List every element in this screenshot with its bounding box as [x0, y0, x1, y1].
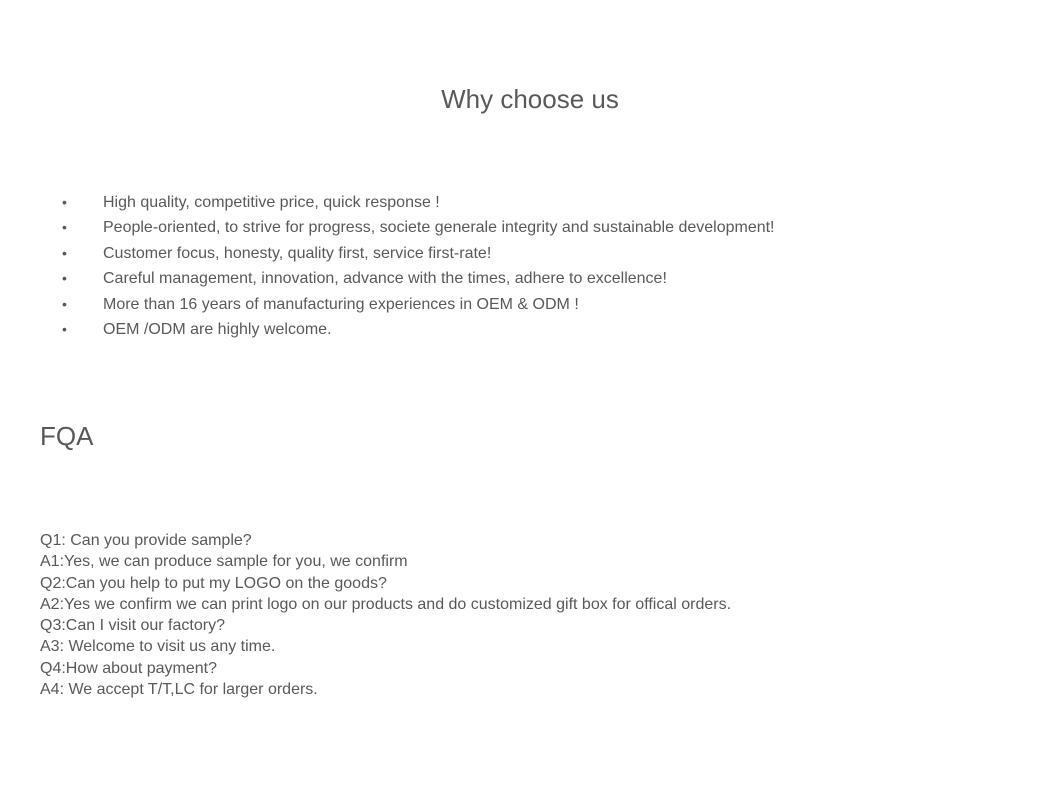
- list-item-text: Careful management, innovation, advance with the times, adhere to excellence!: [103, 270, 667, 288]
- faq-answer: A2:Yes we confirm we can print logo on our products and do customized gift box for offical orders.: [40, 595, 732, 613]
- fqa-heading: FQA: [40, 421, 94, 451]
- list-item: [60, 215, 775, 240]
- faq-answer: A3: Welcome to visit us any time.: [40, 638, 276, 656]
- why-choose-us-list: [60, 190, 775, 342]
- fqa-list: [40, 530, 731, 700]
- faq-question: Q2:Can you help to put my LOGO on the goods?: [40, 574, 387, 592]
- list-item-text: People-oriented, to strive for progress, societe generale integrity and sustainable development!: [103, 219, 775, 237]
- faq-question: Q1: Can you provide sample?: [40, 532, 252, 549]
- list-item-text: High quality, competitive price, quick response !: [103, 194, 440, 211]
- list-item: [60, 266, 775, 291]
- faq-question: Q3:Can I visit our factory?: [40, 617, 225, 635]
- list-item: [60, 317, 775, 342]
- bullet-icon: •: [62, 320, 67, 337]
- list-item-text: More than 16 years of manufacturing experiences in OEM & ODM !: [103, 295, 579, 313]
- faq-answer: A1:Yes, we can produce sample for you, we confirm: [40, 553, 408, 571]
- list-item-text: OEM /ODM are highly welcome.: [103, 320, 332, 338]
- list-item-text: Customer focus, honesty, quality first, service first-rate!: [103, 244, 492, 262]
- list-item: [60, 190, 775, 215]
- list-item: [60, 241, 775, 266]
- bullet-icon: •: [62, 194, 67, 210]
- bullet-icon: •: [62, 270, 67, 287]
- faq-question: Q4:How about payment?: [40, 659, 217, 677]
- why-choose-us-heading: Why choose us: [441, 84, 619, 114]
- bullet-icon: •: [62, 244, 67, 261]
- bullet-icon: •: [62, 295, 67, 312]
- faq-answer: A4: We accept T/T,LC for larger orders.: [40, 681, 318, 699]
- bullet-icon: •: [62, 219, 67, 236]
- list-item: [60, 292, 775, 317]
